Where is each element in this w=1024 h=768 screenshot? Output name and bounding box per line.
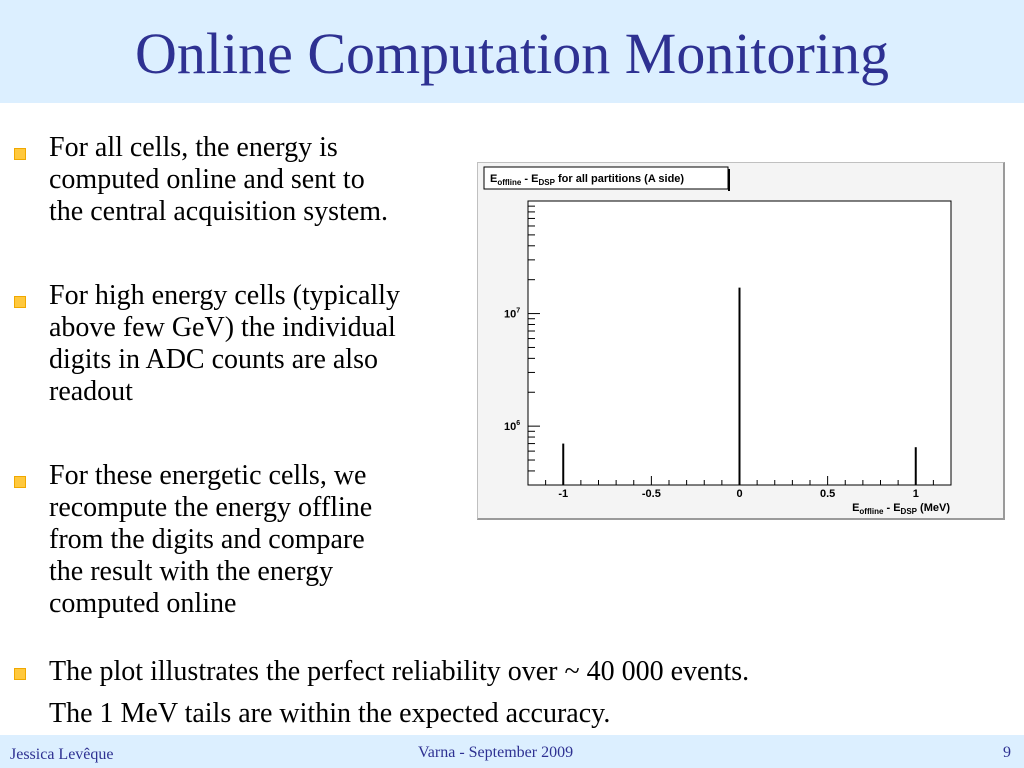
bullet-text-3	[49, 460, 372, 620]
bullet-marker	[14, 296, 26, 308]
x-tick-label: -1	[558, 488, 569, 500]
histogram-plot	[477, 162, 1005, 520]
bullet-line: recompute the energy offline	[49, 492, 373, 523]
x-tick-label: 1	[912, 488, 919, 500]
bullet-line: above few GeV) the individual	[49, 312, 396, 343]
bullet-line: computed online	[49, 588, 237, 619]
bullet-line: the central acquisition system.	[49, 196, 389, 227]
bullet-line: For high energy cells (typically	[49, 280, 400, 311]
histogram-svg	[478, 163, 1004, 519]
x-tick-label: 0	[736, 488, 743, 500]
plot-title-shadow	[728, 169, 730, 191]
plot-title: $E_{offline} - E_{DSP}$ for all partitions (A side)	[490, 173, 685, 187]
bullet-text-2	[49, 280, 400, 408]
bullet-line: computed online and sent to	[49, 164, 365, 195]
bullet-text-4	[49, 651, 749, 735]
y-tick-label: $10^7$	[504, 307, 521, 321]
bullet-line: digits in ADC counts are also	[49, 344, 378, 375]
footer-author: Jessica Levêque	[10, 746, 114, 763]
x-axis-label: $E_{offline} - E_{DSP}$ (MeV)	[852, 502, 950, 516]
bullet-line: from the digits and compare	[49, 524, 365, 555]
footer-page-number: 9	[1003, 744, 1011, 761]
bullet-line: For these energetic cells, we	[49, 460, 367, 491]
bullet-marker	[14, 148, 26, 160]
x-tick-label: 0.5	[819, 488, 836, 500]
slide-title: Online Computation Monitoring	[135, 21, 889, 86]
bullet-line: readout	[49, 376, 133, 407]
bullet-marker	[14, 668, 26, 680]
bullet-line: For all cells, the energy is	[49, 132, 338, 163]
x-tick-label: -0.5	[641, 488, 661, 500]
bullet-line: The plot illustrates the perfect reliability over ~ 40 000 events.	[49, 656, 750, 687]
bullet-line: the result with the energy	[49, 556, 334, 587]
footer-event: Varna - September 2009	[418, 744, 574, 761]
bullet-line: The 1 MeV tails are within the expected accuracy.	[49, 698, 611, 729]
bullet-text-1	[49, 132, 388, 228]
y-tick-label: $10^6$	[504, 420, 521, 434]
bullet-marker	[14, 476, 26, 488]
